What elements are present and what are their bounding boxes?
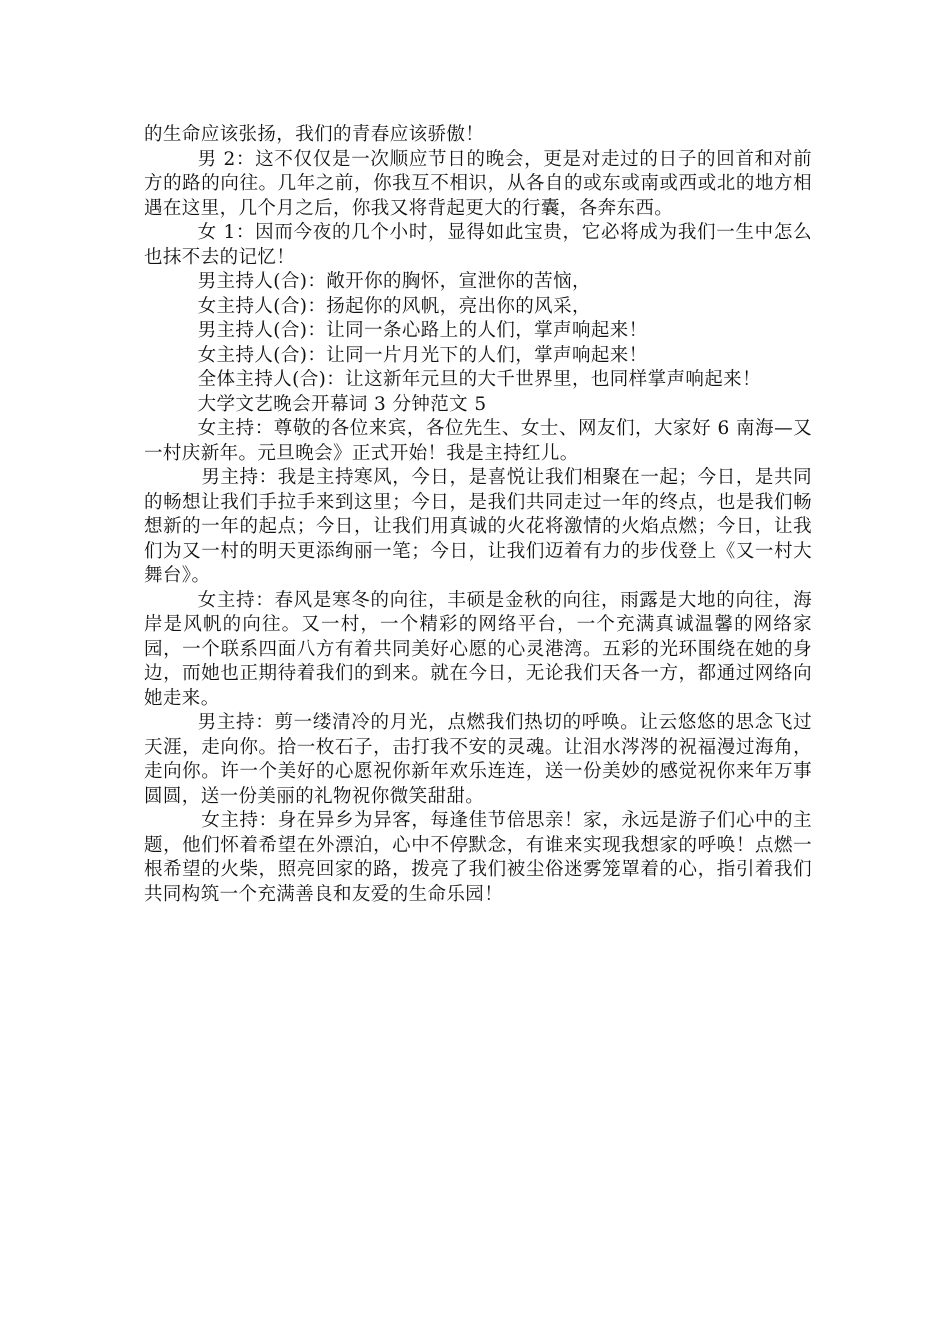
paragraph-female-hosts-2: 女主持人(合)：让同一片月光下的人们，掌声响起来！ bbox=[197, 344, 648, 366]
paragraph-female-hosts-1: 女主持人(合)：扬起你的风帆，亮出你的风采， bbox=[197, 295, 591, 317]
paragraph-female-host-opening: 女主持：尊敬的各位来宾，各位先生、女士、网友们，大家好 6 南海—又一村庆新年。元旦晚会》正式开始！我是主持红儿。 bbox=[144, 418, 812, 464]
paragraph-male-host-moonlight: 男主持：剪一缕清冷的月光，点燃我们热切的呼唤。让云悠悠的思念飞过天涯，走向你。拾一枚石子，击打我不安的灵魂。让泪水涔涔的祝福漫过海角，走向你。许一个美好的心愿祝你新年欢乐连连，送一份美妙的感觉祝你来年万事圆圆，送一份美丽的礼物祝你微笑甜甜。 bbox=[144, 712, 812, 807]
paragraph-male-2: 男 2：这不仅仅是一次顺应节日的晚会，更是对走过的日子的回首和对前方的路的向往。几年之前，你我互不相识，从各自的或东或南或西或北的地方相遇在这里，几个月之后，你我又将背起更大的行囊，各奔东西。 bbox=[144, 148, 812, 219]
section-heading: 大学文艺晚会开幕词 3 分钟范文 5 bbox=[197, 393, 487, 415]
paragraph-male-host-intro: 男主持：我是主持寒风，今日，是喜悦让我们相聚在一起；今日，是共同的畅想让我们手拉手来到这里；今日，是我们共同走过一年的终点，也是我们畅想新的一年的起点；今日，让我们用真诚的火花将激情的火焰点燃；今日，让我们为又一村的明天更添绚丽一笔；今日，让我们迈着有力的步伐登上《又一村大舞台》。 bbox=[144, 467, 812, 586]
paragraph-female-host-spring: 女主持：春风是寒冬的向往，丰硕是金秋的向往，雨露是大地的向往，海岸是风帆的向往。又一村，一个精彩的网络平台，一个充满真诚温馨的网络家园，一个联系四面八方有着共同美好心愿的心灵港湾。五彩的光环围绕在她的身边，而她也正期待着我们的到来。就在今日，无论我们天各一方，都通过网络向她走来。 bbox=[144, 589, 812, 709]
document-body bbox=[144, 123, 812, 907]
paragraph-all-hosts: 全体主持人(合)：让这新年元旦的大千世界里，也同样掌声响起来！ bbox=[197, 369, 761, 390]
paragraph-female-1: 女 1：因而今夜的几个小时，显得如此宝贵，它必将成为我们一生中怎么也抹不去的记忆！ bbox=[144, 222, 812, 268]
paragraph-continuation: 的生命应该张扬，我们的青春应该骄傲！ bbox=[144, 124, 485, 145]
paragraph-male-hosts-1: 男主持人(合)：敞开你的胸怀，宣泄你的苦恼， bbox=[197, 271, 591, 292]
paragraph-female-host-home: 女主持：身在异乡为异客，每逢佳节倍思亲！家，永远是游子们心中的主题，他们怀着希望在外漂泊，心中不停默念，有谁来实现我想家的呼唤！点燃一根希望的火柴，照亮回家的路，拨亮了我们被尘俗迷雾笼罩着的心，指引着我们共同构筑一个充满善良和友爱的生命乐园！ bbox=[144, 810, 812, 905]
paragraph-male-hosts-2: 男主持人(合)：让同一条心路上的人们，掌声响起来！ bbox=[197, 320, 648, 341]
